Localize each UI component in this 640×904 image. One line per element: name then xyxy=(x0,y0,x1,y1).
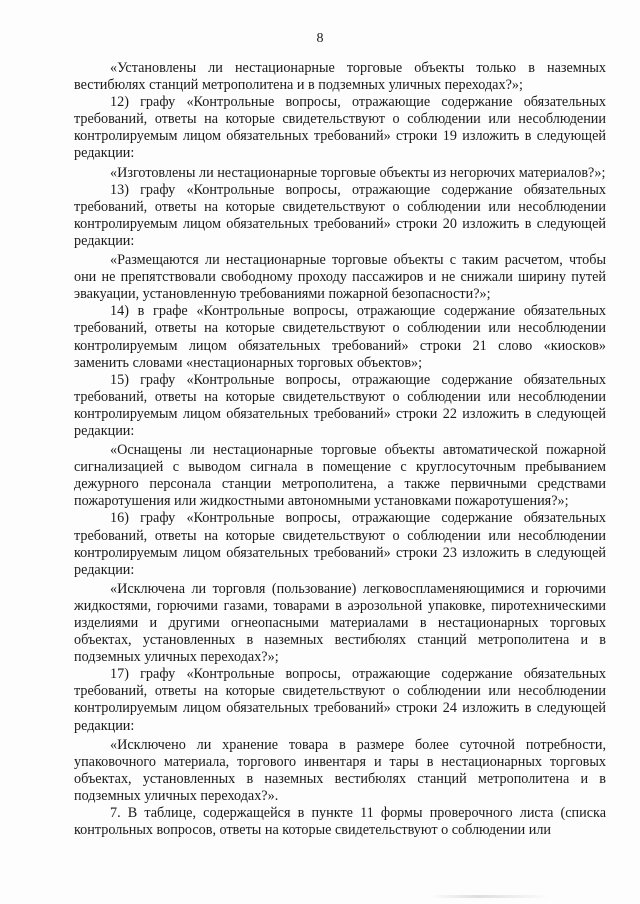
paragraph: 15) графу «Контрольные вопросы, отражающие содержание обязательных требований, ответы на которые свидетельствуют о соблюдении или несоблюдении контролируемым лицом обязательных требований» строки 22 изложить в следующей редакции: xyxy=(74,371,606,439)
paragraph: «Оснащены ли нестационарные торговые объекты автоматической пожарной сигнализацией с выводом сигнала в помещение с круглосуточным пребыванием дежурного персонала станции метрополитена, а также первичными средствами пожаротушения или жидкостными автономными установками пожаротушения?»; xyxy=(74,442,606,510)
paragraph: 16) графу «Контрольные вопросы, отражающие содержание обязательных требований, ответы на которые свидетельствуют о соблюдении или несоблюдении контролируемым лицом обязательных требований» строки 23 изложить в следующей редакции: xyxy=(74,510,606,578)
document-body xyxy=(74,60,606,839)
paragraph: «Исключена ли торговля (пользование) легковоспламеняющимися и горючими жидкостями, горючими газами, товарами в аэрозольной упаковке, пиротехническими изделиями и другими огнеопасными материалами в нестационарных торговых объектах, установленных в наземных вестибюлях станций метрополитена и в подземных уличных переходах?»; xyxy=(74,580,606,666)
paragraph: 7. В таблице, содержащейся в пункте 11 формы проверочного листа (списка контрольных вопросов, ответы на которые свидетельствуют о соблюдении или xyxy=(74,805,606,839)
paragraph: «Исключено ли хранение товара в размере более суточной потребности, упаковочного материала, торгового инвентаря и тары в нестационарных торговых объектах, установленных в наземных вестибюлях станций метрополитена и в подземных уличных переходах?». xyxy=(74,736,606,804)
scan-artifact xyxy=(430,895,550,898)
paragraph: 17) графу «Контрольные вопросы, отражающие содержание обязательных требований, ответы на которые свидетельствуют о соблюдении или несоблюдении контролируемым лицом обязательных требований» строки 24 изложить в следующей редакции: xyxy=(74,666,606,734)
page-number: 8 xyxy=(316,31,324,46)
paragraph: «Размещаются ли нестационарные торговые объекты с таким расчетом, чтобы они не препятствовали свободному проходу пассажиров и не снижали ширину путей эвакуации, установленную требованиями пожарной безопасности?»; xyxy=(74,252,606,303)
paragraph: «Установлены ли нестационарные торговые объекты только в наземных вестибюлях станций метрополитена и в подземных уличных переходах?»; xyxy=(74,60,606,94)
paragraph: 12) графу «Контрольные вопросы, отражающие содержание обязательных требований, ответы на которые свидетельствуют о соблюдении или несоблюдении контролируемым лицом обязательных требований» строки 19 изложить в следующей редакции: xyxy=(74,94,606,162)
paragraph: 14) в графе «Контрольные вопросы, отражающие содержание обязательных требований, ответы на которые свидетельствуют о соблюдении или несоблюдении контролируемым лицом обязательных требований» строки 21 слово «киосков» заменить словами «нестационарных торговых объектов»; xyxy=(74,303,606,371)
paragraph: «Изготовлены ли нестационарные торговые объекты из негорючих материалов?»; xyxy=(110,164,606,181)
paragraph: 13) графу «Контрольные вопросы, отражающие содержание обязательных требований, ответы на которые свидетельствуют о соблюдении или несоблюдении контролируемым лицом обязательных требований» строки 20 изложить в следующей редакции: xyxy=(74,181,606,249)
